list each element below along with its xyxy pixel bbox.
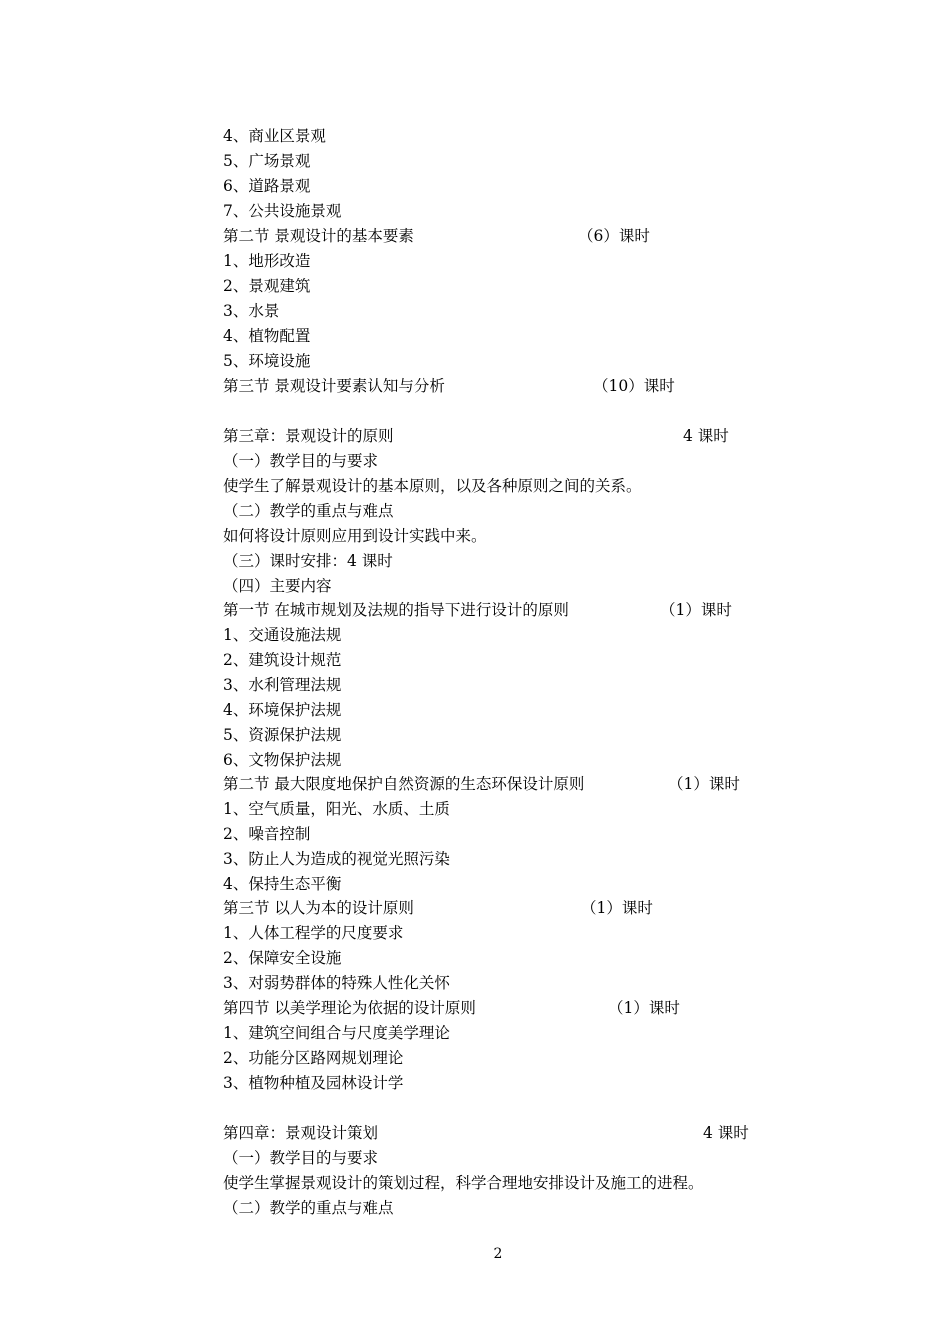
section-heading: 第二节 景观设计的基本要素 <box>223 227 414 245</box>
class-hours-label: （10）课时 <box>593 377 675 395</box>
section-heading: 第三节 以人为本的设计原则 <box>223 899 414 917</box>
section-heading: 第一节 在城市规划及法规的指导下进行设计的原则 <box>223 601 569 619</box>
text-line: 1、建筑空间组合与尺度美学理论 <box>223 1024 450 1042</box>
class-hours-label: （1）课时 <box>608 999 680 1017</box>
text-line: 1、交通设施法规 <box>223 626 342 644</box>
section-heading: 第二节 最大限度地保护自然资源的生态环保设计原则 <box>223 775 585 793</box>
text-line: （一）教学目的与要求 <box>223 1149 379 1167</box>
section-heading: 第三节 景观设计要素认知与分析 <box>223 377 445 395</box>
text-line: 3、水利管理法规 <box>223 676 342 694</box>
text-line: （二）教学的重点与难点 <box>223 502 394 520</box>
text-line: 5、环境设施 <box>223 352 311 370</box>
section-heading: 第三章：景观设计的原则 <box>223 427 394 445</box>
class-hours-label: （1）课时 <box>581 899 653 917</box>
text-line: 1、人体工程学的尺度要求 <box>223 924 404 942</box>
text-line: （二）教学的重点与难点 <box>223 1199 394 1217</box>
text-line: （一）教学目的与要求 <box>223 452 379 470</box>
text-line: 6、文物保护法规 <box>223 751 342 769</box>
text-line: 使学生了解景观设计的基本原则，以及各种原则之间的关系。 <box>223 477 642 495</box>
text-line: 3、水景 <box>223 302 280 320</box>
text-line: 4、植物配置 <box>223 327 311 345</box>
text-line: 1、地形改造 <box>223 252 311 270</box>
text-line: 4、环境保护法规 <box>223 701 342 719</box>
text-line: 4、商业区景观 <box>223 127 326 145</box>
text-line: 7、公共设施景观 <box>223 202 342 220</box>
class-hours-label: 4 课时 <box>703 1124 749 1142</box>
text-line: 2、功能分区路网规划理论 <box>223 1049 404 1067</box>
class-hours-label: （6）课时 <box>578 227 650 245</box>
text-line: 5、资源保护法规 <box>223 726 342 744</box>
class-hours-label: 4 课时 <box>683 427 729 445</box>
text-line: 5、广场景观 <box>223 152 311 170</box>
text-line: 2、景观建筑 <box>223 277 311 295</box>
text-line: 3、防止人为造成的视觉光照污染 <box>223 850 450 868</box>
section-heading: 第四节 以美学理论为依据的设计原则 <box>223 999 476 1017</box>
text-line: 3、对弱势群体的特殊人性化关怀 <box>223 974 450 992</box>
text-line: 2、建筑设计规范 <box>223 651 342 669</box>
page-number: 2 <box>493 1246 503 1262</box>
class-hours-label: （1）课时 <box>668 775 740 793</box>
text-line: 2、保障安全设施 <box>223 949 342 967</box>
text-line: 使学生掌握景观设计的策划过程，科学合理地安排设计及施工的进程。 <box>223 1174 704 1192</box>
text-line: 1、空气质量，阳光、水质、土质 <box>223 800 450 818</box>
text-line: 2、噪音控制 <box>223 825 311 843</box>
class-hours-label: （1）课时 <box>660 601 732 619</box>
text-line: （四）主要内容 <box>223 577 332 595</box>
text-line: （三）课时安排：4 课时 <box>223 552 393 570</box>
section-heading: 第四章：景观设计策划 <box>223 1124 379 1142</box>
text-line: 6、道路景观 <box>223 177 311 195</box>
text-line: 4、保持生态平衡 <box>223 875 342 893</box>
text-line: 如何将设计原则应用到设计实践中来。 <box>223 527 487 545</box>
text-line: 3、植物种植及园林设计学 <box>223 1074 404 1092</box>
